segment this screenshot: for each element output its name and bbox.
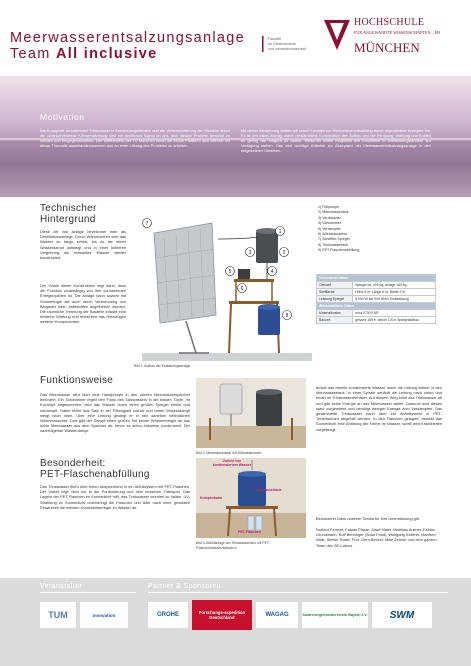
callout-3: 3	[248, 250, 252, 256]
spec-value: Höhe 5 m, Länge 6 m, Breite 2 m	[353, 289, 436, 296]
table-row	[317, 282, 436, 289]
legend-item: 3) Verdampfer	[318, 215, 341, 220]
technik-title-line1: Technischer	[40, 203, 97, 214]
seawater-container-icon	[256, 389, 282, 426]
figure2-caption: Bild 2: Meerwassertank mit Wärmetauscher	[196, 451, 262, 455]
motivation-title: Motivation	[40, 112, 85, 122]
spec-head-economic: Wirtschaftliche Daten	[317, 303, 436, 310]
callout-5: 5	[228, 269, 232, 275]
callout-2: 2	[282, 250, 286, 256]
callout-4: 4	[270, 269, 274, 275]
faculty-line-3: und Informationstechnik	[268, 47, 307, 51]
figure3-caption-line1: Bild 3: Abfüllanlage am Trinkwassertank mit PET-	[196, 541, 270, 545]
motivation-col1: Die Knappheit an sauberem Trinkwasser in Entwicklungsländern und die Verschlechterung der Situation durch die voranschreitende Klimaerwärmung sind ein deutliches Signal an uns, sich diesem Problem bewusst zu werden und entgegenzuwirken. Der Wettbewerb der TU München bietet die ideale Plattform sich intensiv mit dieser Thematik auseinanderzusetzen und an einer Lösung des Problems zu arbeiten.	[40, 128, 230, 149]
legend-item: 2) Meerwassertank	[318, 210, 349, 215]
spec-table	[316, 274, 436, 324]
legend-item: 1) Füllpumpe	[318, 205, 339, 209]
callout-7: 7	[145, 221, 149, 227]
innovation-logo: innovation	[80, 602, 128, 628]
solarverein-logo: Solarenergiefoerderverein Bayern e.V.	[302, 602, 368, 628]
table-row	[317, 310, 436, 317]
component-legend	[318, 205, 359, 254]
faculty-line-2: für Elektrotechnik	[268, 42, 296, 46]
thanks-intro: Besonderer Dank unseren Teams für Ihre Unterstützung gilt:	[316, 516, 420, 521]
hm-name-line2: FÜR ANGEWANDTE WISSENSCHAFTEN – FH	[354, 30, 441, 35]
team-name	[10, 46, 158, 62]
wagag-logo: WAGAG	[256, 602, 298, 628]
team-prefix: Team	[10, 46, 56, 62]
pet-title	[40, 458, 150, 480]
label-pet-flaschen: PET-Flaschen	[238, 530, 261, 534]
footer-partner: Partner & Sponsoren	[148, 583, 221, 590]
team-bold: All inclusive	[56, 46, 158, 62]
technik-para2: Der Vorteil dieser Konstruktion liegt darin, dass die Funktion unabhängig von den vorhandenen Energiequellen ist. Die Anlage kann sowohl mit Solarenergie als auch durch Verbrennung von Biogasen oder -kraftstoffen angetrieben werden. Die räumliche Trennung der Bauteile erlaubt eine einfache Wartung und erleichtert das Hinzufügen weiterer Komponenten.	[40, 283, 126, 325]
pet-title-line1: Besonderheit:	[40, 458, 106, 469]
poster-title: Meerwasserentsalzungsanlage	[10, 30, 245, 46]
spec-label: Leistung Spiegel	[317, 296, 353, 303]
evaporator-pot-icon	[238, 269, 250, 279]
legend-item: 5) Verdampfer	[318, 226, 341, 231]
technik-para1: Diese Art von Anlage bezeichnet man als Destillationsanlage. Durch Wärmezufuhr wird das Wasser so lange erhitzt, bis es als reiner Wasserdampf aufsteigt und in einer kühleren Umgebung als entsalztes Wasser wieder kondensiert.	[40, 229, 126, 261]
technik-title-line2: Hintergrund	[40, 214, 96, 225]
tank-photo	[196, 378, 306, 448]
pet-body: Das Trinkwasser fließt über einen Abspeerhahn in ein Abfüllsystem mit PET-Flaschen. Der Vorteil liegt nicht nur in der Portionierung und dem besseren Transport. Das Lagern der PET-Flaschen im Sonnenlicht hilft, das Trinkwasser keimfrei zu halten. UV-Strahlung im Sonnenlicht durchdringt die Flaschen und tötet nach einer gewissen Einwirkzeit die meisten Krankheitserreger im Wasser ab.	[40, 484, 190, 510]
spec-value: gesamt 155 h, davon 120 h Spiegelaufbau	[353, 317, 436, 324]
technik-title	[40, 203, 97, 225]
label-kniepenhahn: Kniepenhahn	[200, 496, 223, 500]
figure1-caption: Bild 1: Aufbau der Entsalzungsanlage	[134, 364, 191, 368]
funktion-col3: drückt das bereits kondensierte Wasser durch die Leitung wieder in den Mehrwassertank. In einer Spirale verläuft die Leitung nach unten und endet im Trinkwasserbehälter. Auf diesem Weg kühlt das Trinkwasser ab und gibt seine Energie an das Meerwasser weiter. Dadurch wird dieses stark vorgewärmt und benötigt weniger Energie zum Verdampfen. Das gesammelte Trinkwasser kann über ein Abfüllsystem in PET-Trinkflaschen abgefüllt werden. In den Flaschen gelagert, bewirkt das Sonnenlicht eine Abtötung der Keime im Wasser, somit wird Krankheiten vorgebeugt.	[316, 385, 442, 432]
spec-label: Bauzeit	[317, 317, 353, 324]
figure3-caption	[196, 541, 311, 550]
grohe-logo: GROHE	[148, 602, 188, 628]
legend-item: 4) Schwimmer	[318, 221, 341, 226]
tum-logo: TUM	[40, 602, 76, 628]
spec-head-technical: Technische Daten	[317, 275, 436, 282]
drinking-water-tank-icon	[258, 304, 280, 335]
legend-item: 9) PET-Flaschenabfüllung	[318, 248, 360, 253]
faculty-line-1: Fakultät	[268, 37, 281, 41]
legend-item: 6) Wärmetauscher	[318, 232, 348, 237]
forschungsexpedition-logo: Forschungs-expedition Deutschland	[192, 600, 252, 630]
spec-value: Spiegel ca. 400 kg, Anlage 160 kg	[353, 282, 436, 289]
label-trinkwassertank: Trinkwassertank	[254, 488, 282, 492]
table-row	[317, 296, 436, 303]
callout-6: 6	[240, 286, 244, 292]
legend-item: 7) Scheffler-Spiegel	[318, 237, 350, 242]
spec-value: 5.000 W bei 900 W/m² Einstrahlung	[353, 296, 436, 303]
hm-name-line3: MÜNCHEN	[354, 40, 420, 55]
spec-value: rund 3700 EUR	[353, 310, 436, 317]
funktion-title: Funktionsweise	[40, 375, 114, 386]
funktion-col1: Das Meerwasser wird über eine Handpumpe in den oberen Meerwasserspeicher befördert. Ein Schwimmer regelt den Fluss des Salzwassers in die beiden Töpfe. Im Kochtopf angekommen, wird das Wasser durch einen großen Spiegel erhitzt und verdampft. Dabei bleibt das Salz in der Flüssigkeit zurück und reiner Wasserdampf steigt nach oben. Über eine Leitung gelangt er in den daneben befindlichen Wärmetauscher. Dort gibt der Dampf einen großen Teil seiner Wärmeenergie an das kühle Meerwasser aus dem Speicher ab, bevor es schon teilweise kondensiert. Der nachfolgende Wasserdampf	[40, 392, 190, 434]
legend-item: 8) Trinkwassertank	[318, 242, 349, 247]
faculty-divider-icon	[262, 36, 265, 52]
plant-diagram	[134, 203, 312, 361]
footer-divider	[148, 592, 448, 593]
spec-label: Materialkosten	[317, 310, 353, 317]
faculty-label	[268, 37, 324, 52]
thanks-names: Norbert Ferscht, Fabian Plaste, Josef Maier, Matthias Ankner, Fabian Grundmann, Rolf Behringer (Solar Food), Wolfgang Kellerer, Manfred Walz, Stefan Thaler, Prof. Gerd Becker, Mike Zehner und dem ganzen Team des SE-Labors	[316, 527, 437, 548]
callout-1: 1	[278, 229, 282, 235]
footer-veranstalter: Veranstalter	[40, 583, 83, 590]
hm-name-line1: HOCHSCHULE	[354, 17, 425, 28]
swm-logo: SWM	[372, 602, 432, 628]
label-zufuhr: Zufuhr von kondensiertem Wasser	[212, 459, 252, 468]
pet-title-line2: PET-Flaschenabfüllung	[40, 469, 150, 480]
motivation-col2: Mit dieser Bewerbung stellen wir unser Konzept zur Meerwasserentsalzung durch regenerative Energien vor. Es ist uns dabei wichtig, durch verständliche Konstruktion den Aufbau und die Fertigung, Wartung und Kosten so gering wie möglich zu halten. Weiterhin sollen möglichst alle Einzelteile in Entwicklungsländern zur Verfügung stehen. Das sind wichtige Kriterien zur Akzeptanz der Meerwasserentsalzungsanlage in den eingesetzten Gebieten.	[241, 128, 431, 154]
table-row	[317, 289, 436, 296]
footer-divider	[40, 592, 136, 593]
spec-label: Gewicht	[317, 282, 353, 289]
figure3-caption-line2: Flaschen/wasser/Wasser/n	[196, 545, 237, 550]
table-row	[317, 317, 436, 324]
hm-logo-icon	[322, 18, 352, 52]
callout-8: 8	[285, 313, 289, 319]
spec-label: Stellfläche	[317, 289, 353, 296]
